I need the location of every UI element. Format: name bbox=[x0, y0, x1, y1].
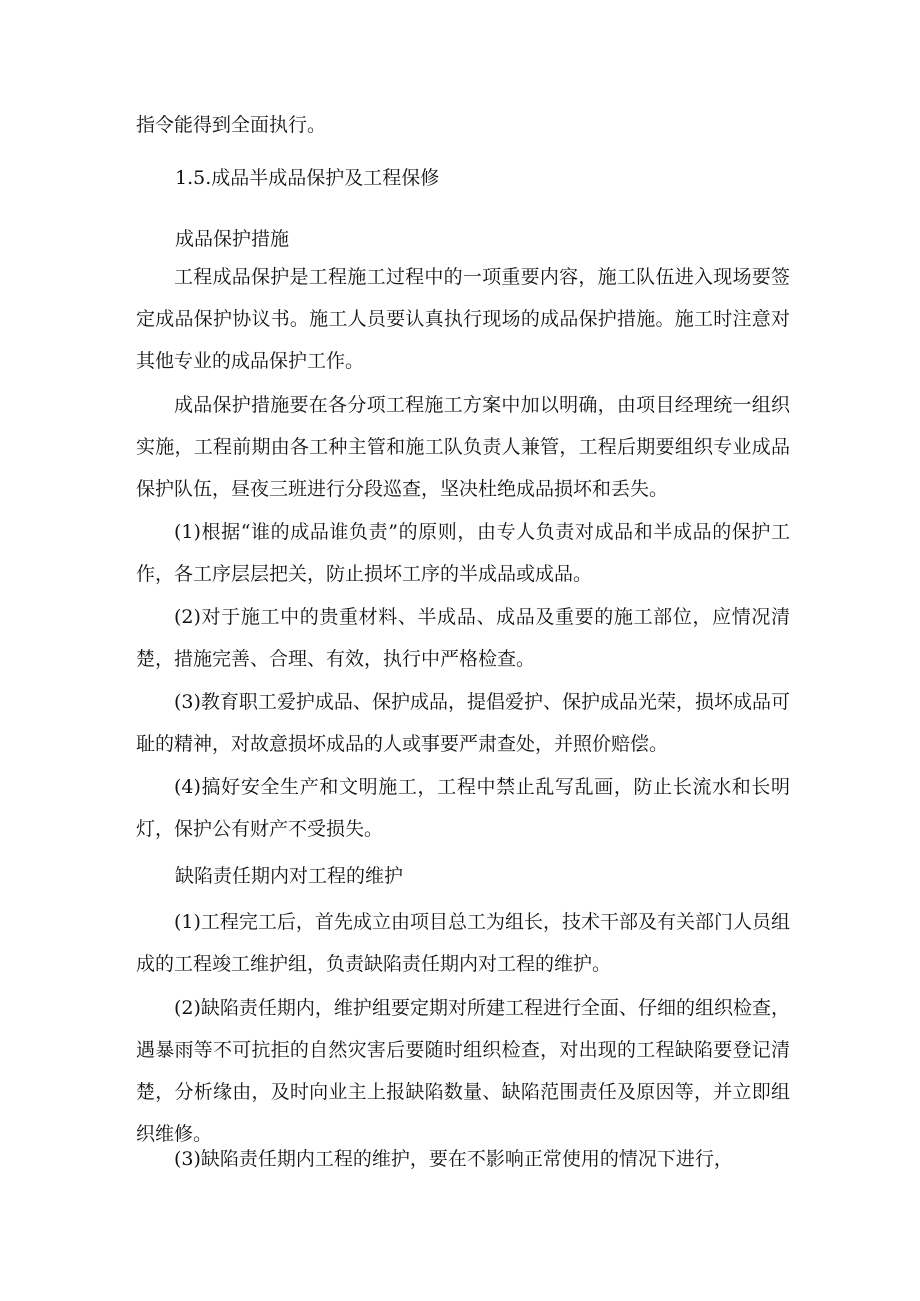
list-item: (3)缺陷责任期内工程的维护，要在不影响正常使用的情况下进行， bbox=[174, 1148, 733, 1170]
list-item: (2)缺陷责任期内，维护组要定期对所建工程进行全面、仔细的组织检查，遇暴雨等不可抗拒的自然灾害后要随时组织检查，对出现的工程缺陷要登记清楚，分析缘由，及时向业主上报缺陷数量、缺陷范围责任及原因等，并立即组织维修。 bbox=[136, 997, 790, 1145]
list-item: (1)工程完工后，首先成立由项目总工为组长，技术干部及有关部门人员组成的工程竣工维护组，负责缺陷责任期内对工程的维护。 bbox=[136, 911, 790, 975]
subsection-title-defect-maintenance: 缺陷责任期内对工程的维护 bbox=[175, 865, 404, 887]
continuation-text: 指令能得到全面执行。 bbox=[136, 114, 327, 136]
section-heading: 1.5.成品半成品保护及工程保修 bbox=[175, 167, 440, 189]
list-item: (3)教育职工爱护成品、保护成品，提倡爱护、保护成品光荣，损坏成品可耻的精神，对故意损坏成品的人或事要严肃查处，并照价赔偿。 bbox=[136, 691, 790, 755]
paragraph: 成品保护措施要在各分项工程施工方案中加以明确，由项目经理统一组织实施，工程前期由各工种主管和施工队负责人兼管，工程后期要组织专业成品保护队伍，昼夜三班进行分段巡查，坚决杜绝成品损坏和丢失。 bbox=[136, 394, 790, 500]
list-item: (1)根据“谁的成品谁负责”的原则，由专人负责对成品和半成品的保护工作，各工序层层把关，防止损坏工序的半成品或成品。 bbox=[136, 521, 790, 585]
subsection-title-product-protection: 成品保护措施 bbox=[175, 228, 290, 250]
list-item: (2)对于施工中的贵重材料、半成品、成品及重要的施工部位，应情况清楚，措施完善、合理、有效，执行中严格检查。 bbox=[136, 606, 790, 670]
paragraph: 工程成品保护是工程施工过程中的一项重要内容，施工队伍进入现场要签定成品保护协议书。施工人员要认真执行现场的成品保护措施。施工时注意对其他专业的成品保护工作。 bbox=[136, 266, 790, 372]
list-item: (4)搞好安全生产和文明施工，工程中禁止乱写乱画，防止长流水和长明灯，保护公有财产不受损失。 bbox=[136, 776, 790, 840]
